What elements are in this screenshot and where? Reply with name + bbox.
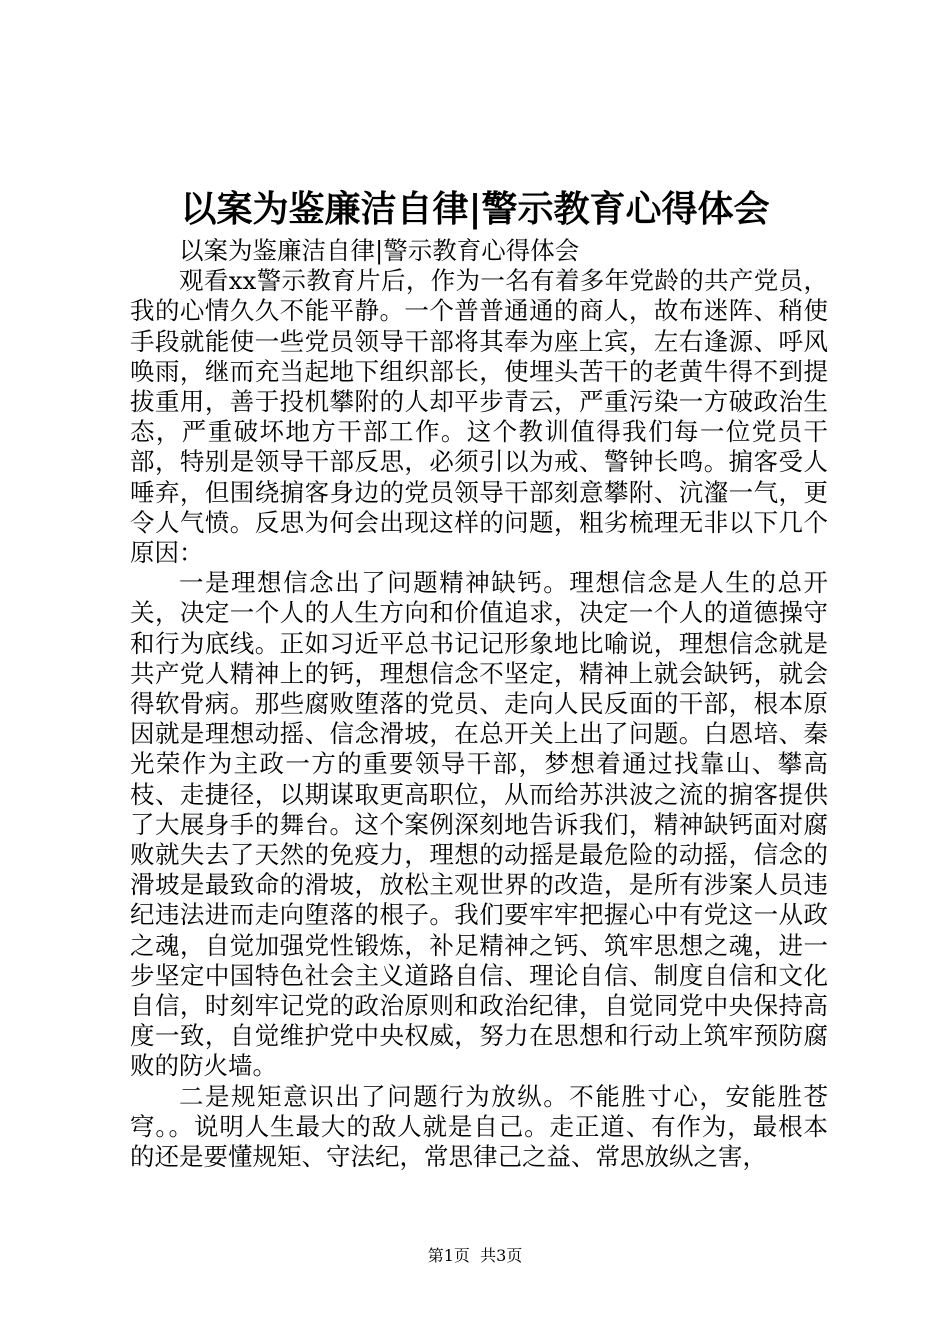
paragraph-point-one: 一是理想信念出了问题精神缺钙。理想信念是人生的总开关，决定一个人的人生方向和价值追求，决定一个人的道德操守和行为底线。正如习近平总书记记形象地比喻说，理想信念就是共产党人精神上的钙，理想信念不坚定，精神上就会缺钙，就会得软骨病。那些腐败堕落的党员、走向人民反面的干部，根本原因就是理想动摇、信念滑坡，在总开关上出了问题。白恩培、秦光荣作为主政一方的重要领导干部，梦想着通过找靠山、攀高枝、走捷径，以期谋取更高职位，从而给苏洪波之流的掮客提供了大展身手的舞台。这个案例深刻地告诉我们，精神缺钙面对腐败就失去了天然的免疫力，理想的动摇是最危险的动摇，信念的滑坡是最致命的滑坡，放松主观世界的改造，是所有涉案人员违纪违法进而走向堕落的根子。我们要牢牢把握心中有党这一从政之魂，自觉加强党性锻炼，补足精神之钙、筑牢思想之魂，进一步坚定中国特色社会主义道路自信、理论自信、制度自信和文化自信，时刻牢记党的政治原则和政治纪律，自觉同党中央保持高度一致，自觉维护党中央权威，努力在思想和行动上筑牢预防腐败的防火墙。 <box>130 568 828 1081</box>
paragraph-intro: 观看xx警示教育片后，作为一名有着多年党龄的共产党员，我的心情久久不能平静。一个普普通通的商人，故布迷阵、稍使手段就能使一些党员领导干部将其奉为座上宾，左右逢源、呼风唤雨，继而充当起地下组织部长，使埋头苦干的老黄牛得不到提拔重用，善于投机攀附的人却平步青云，严重污染一方破政治生态，严重破坏地方干部工作。这个教训值得我们每一位党员干部，特别是领导干部反思，必须引以为戒、警钟长鸣。掮客受人唾弃，但围绕掮客身边的党员领导干部刻意攀附、沆瀣一气，更令人气愤。反思为何会出现这样的问题，粗劣梳理无非以下几个原因： <box>130 266 828 568</box>
page-footer <box>0 1246 950 1266</box>
document-body <box>130 236 828 1172</box>
page-number-total: 共3页 <box>480 1246 523 1265</box>
footer-separator <box>470 1246 480 1265</box>
page-number-current: 第1页 <box>427 1246 470 1265</box>
document-title: 以案为鉴廉洁自律|警示教育心得体会 <box>180 188 770 230</box>
paragraph-point-two: 二是规矩意识出了问题行为放纵。不能胜寸心，安能胜苍穹。。说明人生最大的敌人就是自己。走正道、有作为，最根本的还是要懂规矩、守法纪，常思律己之益、常思放纵之害， <box>130 1081 828 1172</box>
paragraph-subtitle: 以案为鉴廉洁自律|警示教育心得体会 <box>179 236 580 265</box>
